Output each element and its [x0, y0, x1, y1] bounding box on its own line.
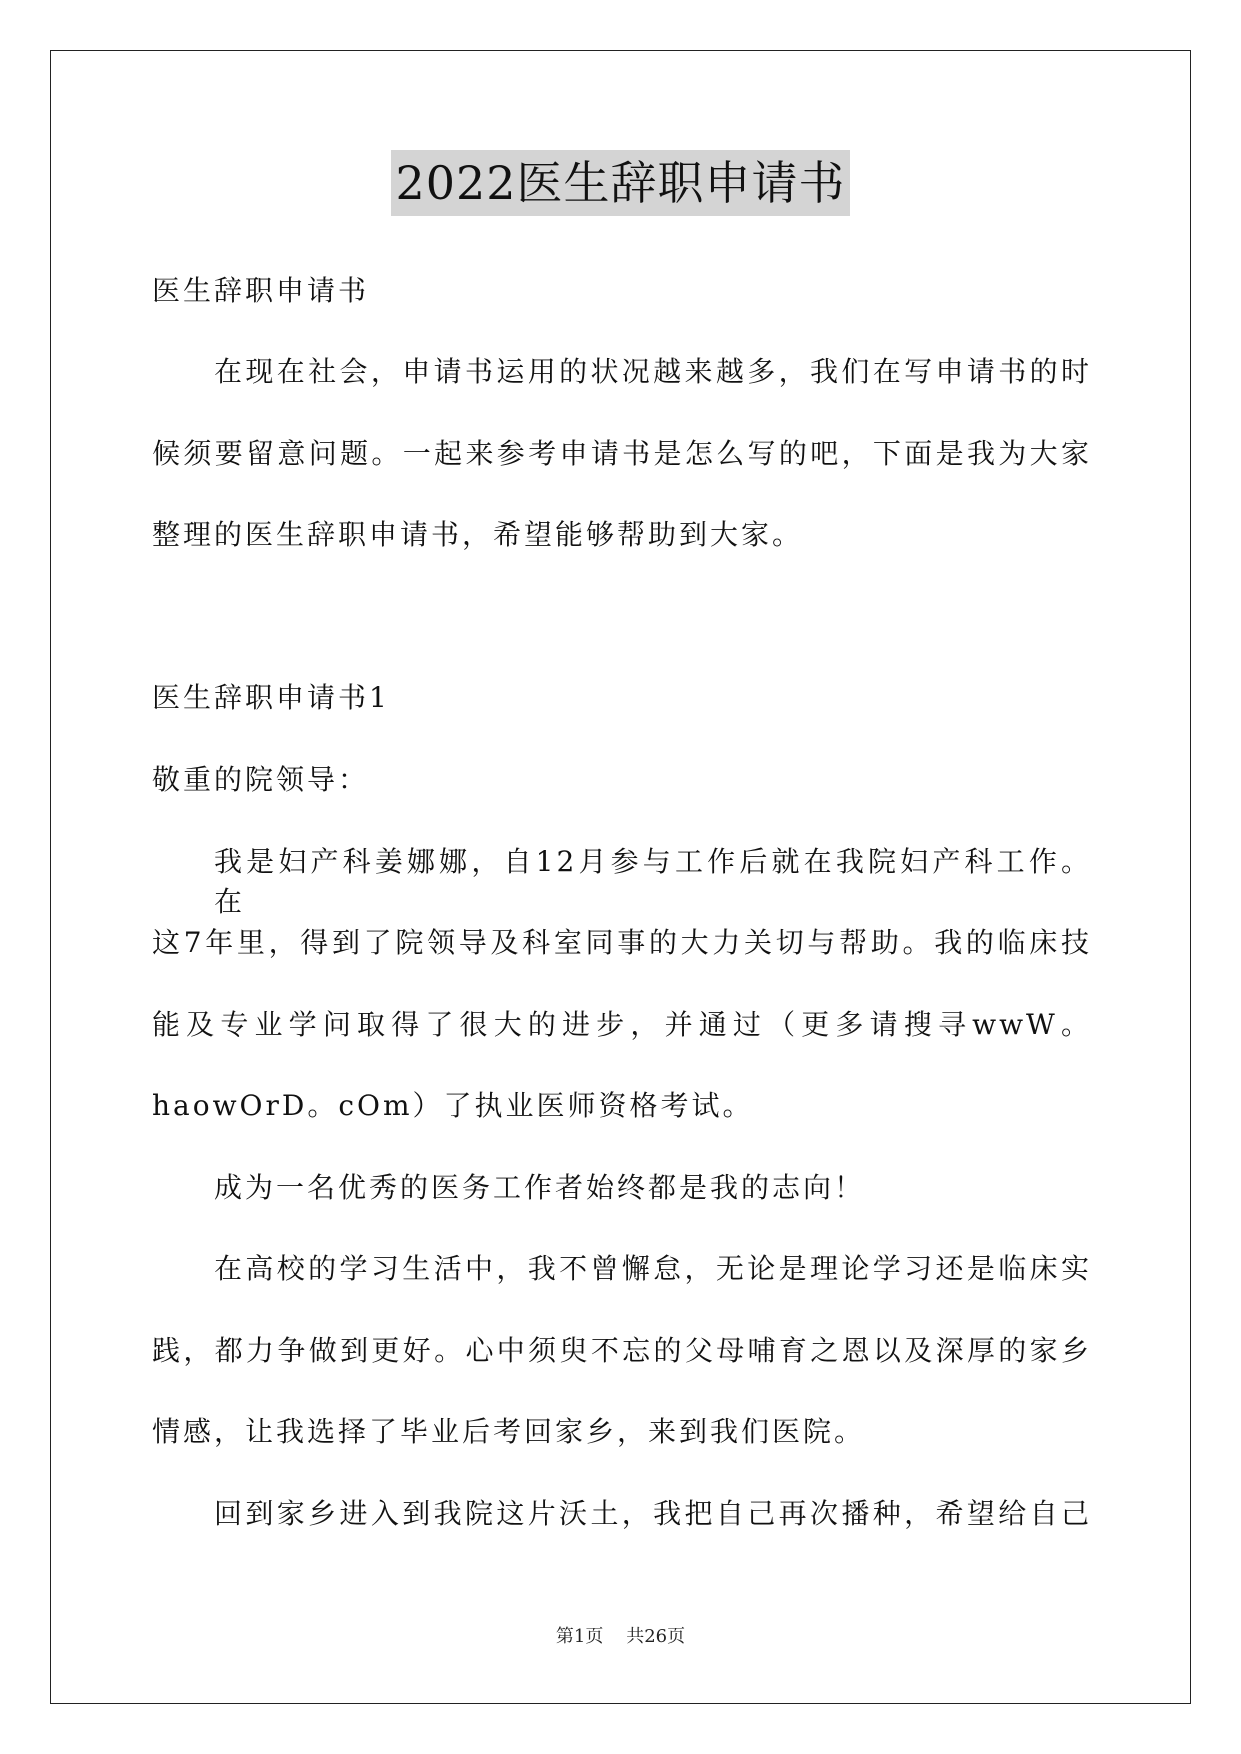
page-number: 第1页 — [555, 1626, 604, 1647]
paragraph-line: haowOrD。cOm）了执业医师资格考试。 — [152, 1089, 754, 1122]
paragraph-line: 在高校的学习生活中，我不曾懈怠，无论是理论学习还是临床实 — [214, 1252, 1092, 1285]
paragraph-line: 能及专业学问取得了很大的进步，并通过（更多请搜寻wwW。 — [152, 1008, 1092, 1041]
section-heading: 医生辞职申请书 — [152, 274, 370, 307]
section-heading: 医生辞职申请书1 — [152, 681, 390, 714]
page-total: 共26页 — [626, 1626, 686, 1647]
paragraph-line: 候须要留意问题。一起来参考申请书是怎么写的吧，下面是我为大家 — [152, 437, 1092, 470]
title-container — [0, 150, 1241, 216]
paragraph-line: 这7年里，得到了院领导及科室同事的大力关切与帮助。我的临床技 — [152, 926, 1092, 959]
page-footer — [0, 1625, 1241, 1649]
paragraph-line: 整理的医生辞职申请书，希望能够帮助到大家。 — [152, 518, 804, 551]
paragraph-line: 我是妇产科姜娜娜，自12月参与工作后就在我院妇产科工作。在 — [214, 845, 1092, 918]
document-title: 2022医生辞职申请书 — [391, 150, 849, 216]
paragraph-line: 成为一名优秀的医务工作者始终都是我的志向！ — [214, 1171, 866, 1204]
paragraph-line: 情感，让我选择了毕业后考回家乡，来到我们医院。 — [152, 1415, 866, 1448]
paragraph-line: 回到家乡进入到我院这片沃土，我把自己再次播种，希望给自己 — [214, 1497, 1092, 1530]
paragraph-line: 践，都力争做到更好。心中须臾不忘的父母哺育之恩以及深厚的家乡 — [152, 1334, 1092, 1367]
salutation: 敬重的院领导： — [152, 763, 370, 796]
paragraph-line: 在现在社会，申请书运用的状况越来越多，我们在写申请书的时 — [214, 355, 1092, 388]
